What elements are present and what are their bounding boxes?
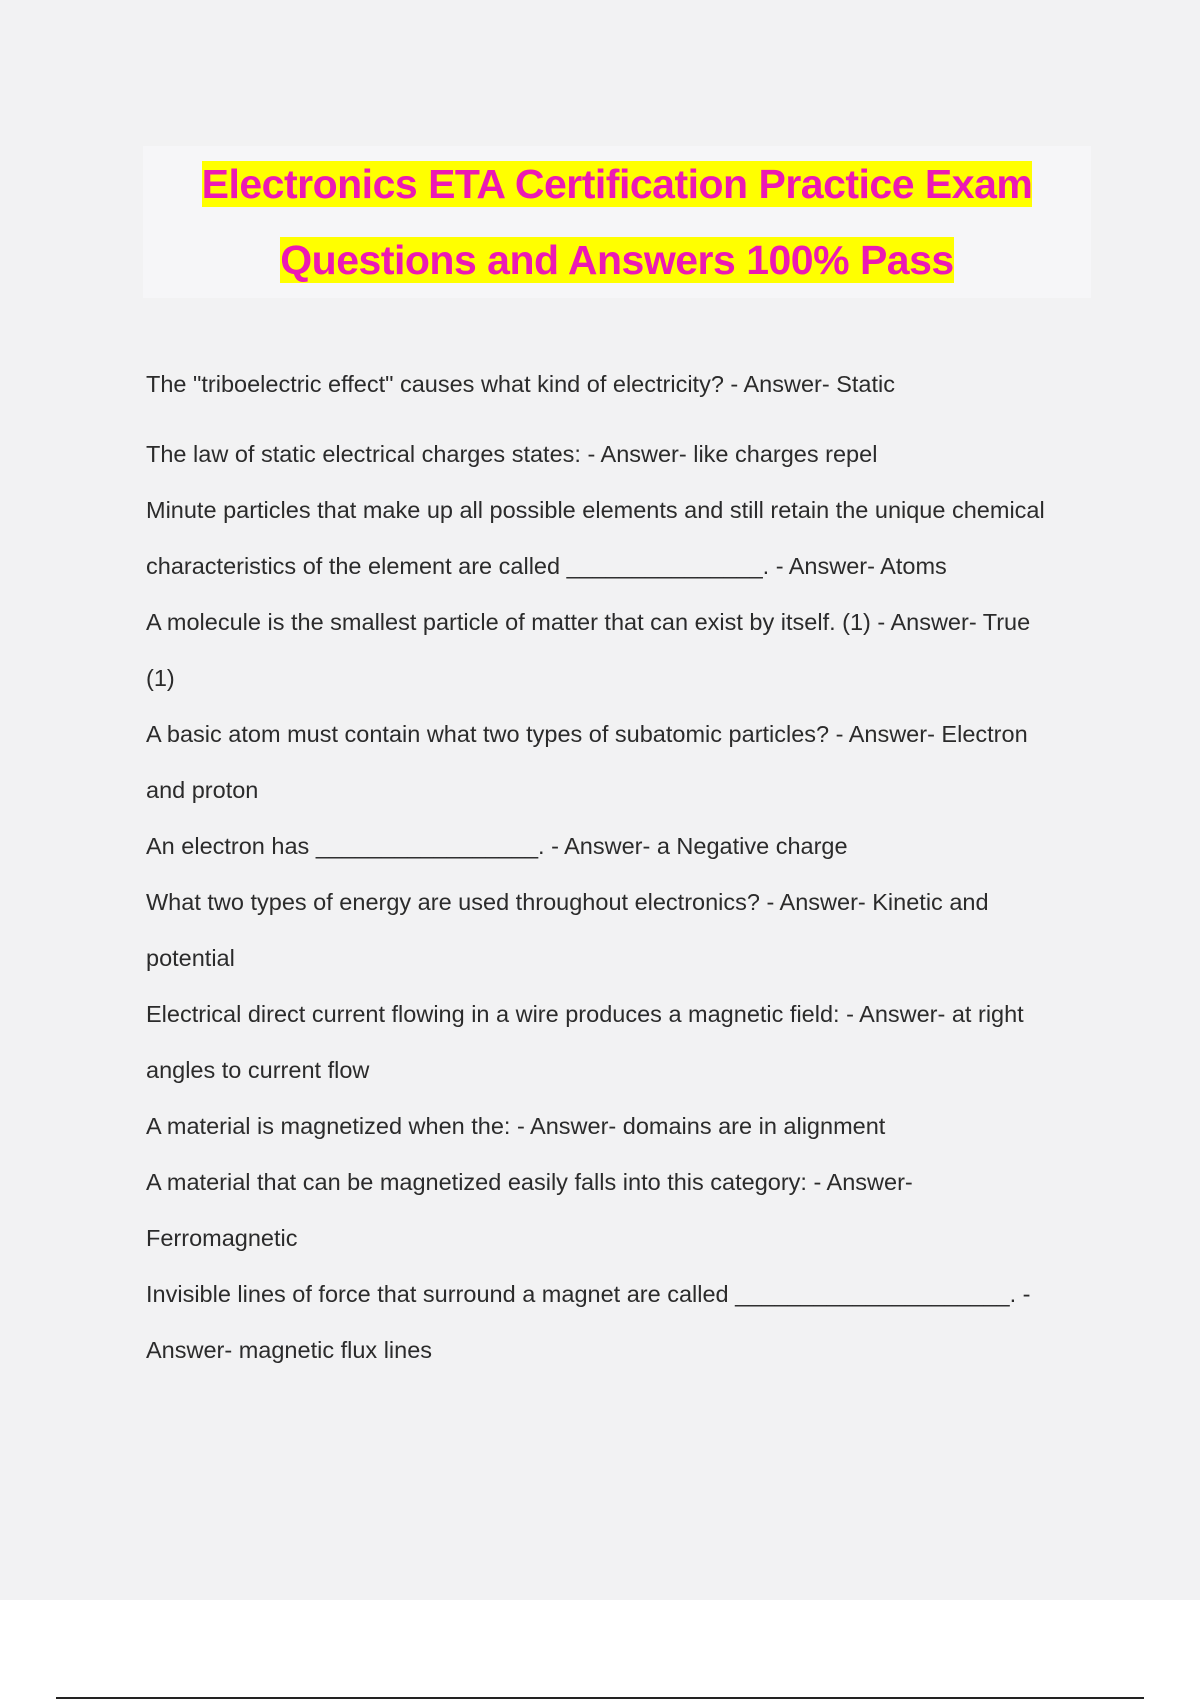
qa-line: Minute particles that make up all possible elements and still retain the unique chemical bbox=[146, 497, 1045, 523]
qa-line: What two types of energy are used throughout electronics? - Answer- Kinetic and bbox=[146, 889, 989, 915]
footer-divider bbox=[56, 1697, 1144, 1699]
title-line-2 bbox=[143, 222, 1091, 298]
qa-line: angles to current flow bbox=[146, 1057, 370, 1083]
qa-item bbox=[146, 594, 1086, 706]
qa-item bbox=[146, 874, 1086, 986]
qa-line: An electron has _________________. - Answer- a Negative charge bbox=[146, 833, 848, 859]
title-line-1 bbox=[143, 146, 1091, 222]
qa-list bbox=[146, 356, 1086, 1378]
qa-item bbox=[146, 1098, 1086, 1154]
qa-line: A material that can be magnetized easily falls into this category: - Answer- bbox=[146, 1169, 913, 1195]
qa-line: A molecule is the smallest particle of matter that can exist by itself. (1) - Answer- True bbox=[146, 609, 1031, 635]
qa-line: Invisible lines of force that surround a magnet are called _____________________. - bbox=[146, 1281, 1031, 1307]
title-line-2-text: Questions and Answers 100% Pass bbox=[280, 237, 954, 283]
qa-item bbox=[146, 482, 1086, 594]
qa-line: Electrical direct current flowing in a wire produces a magnetic field: - Answer- at right bbox=[146, 1001, 1024, 1027]
qa-line: The law of static electrical charges states: - Answer- like charges repel bbox=[146, 441, 878, 467]
title-block bbox=[143, 146, 1091, 298]
qa-item bbox=[146, 818, 1086, 874]
qa-item bbox=[146, 986, 1086, 1098]
qa-line: Answer- magnetic flux lines bbox=[146, 1337, 433, 1363]
qa-line: A material is magnetized when the: - Answer- domains are in alignment bbox=[146, 1113, 886, 1139]
qa-line: and proton bbox=[146, 777, 259, 803]
qa-item bbox=[146, 1266, 1086, 1378]
qa-item bbox=[146, 356, 1086, 412]
qa-line: (1) bbox=[146, 665, 175, 691]
qa-line: characteristics of the element are called _______________. - Answer- Atoms bbox=[146, 553, 947, 579]
qa-item bbox=[146, 1154, 1086, 1266]
title-line-1-text: Electronics ETA Certification Practice Exam bbox=[201, 161, 1033, 207]
qa-line: Ferromagnetic bbox=[146, 1225, 298, 1251]
qa-item bbox=[146, 426, 1086, 482]
qa-line: potential bbox=[146, 945, 235, 971]
qa-line: A basic atom must contain what two types of subatomic particles? - Answer- Electron bbox=[146, 721, 1028, 747]
qa-line: The "triboelectric effect" causes what kind of electricity? - Answer- Static bbox=[146, 371, 895, 397]
qa-item bbox=[146, 706, 1086, 818]
